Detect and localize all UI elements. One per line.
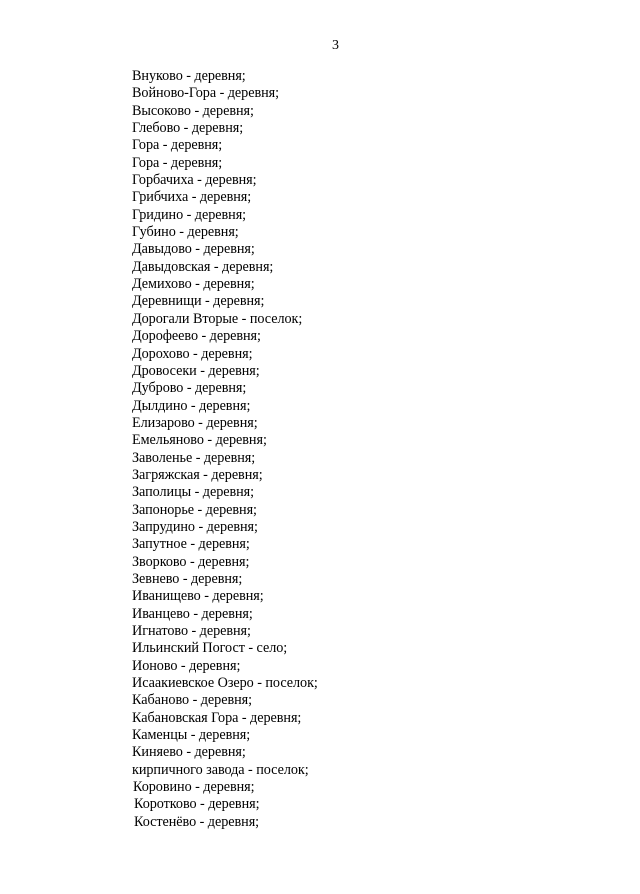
list-item: Гора - деревня; <box>132 137 223 154</box>
list-item: Иванцево - деревня; <box>132 605 253 622</box>
list-item: Исаакиевское Озеро - поселок; <box>132 675 318 692</box>
list-item: Иванищево - деревня; <box>132 588 264 605</box>
list-item: Дорофеево - деревня; <box>132 328 261 345</box>
list-item: Высоково - деревня; <box>132 102 254 119</box>
list-item: Киняево - деревня; <box>132 744 246 761</box>
list-item: Дровосеки - деревня; <box>132 362 260 379</box>
list-item: Деревнищи - деревня; <box>132 293 265 310</box>
list-item: Ильинский Погост - село; <box>132 640 288 657</box>
list-item: Заполицы - деревня; <box>132 484 255 501</box>
list-item: Коровино - деревня; <box>133 779 255 796</box>
list-item: Гора - деревня; <box>132 154 223 171</box>
list-item: Зворково - деревня; <box>132 553 250 570</box>
list-item: Внуково - деревня; <box>132 68 246 84</box>
list-item: Емельяново - деревня; <box>132 432 267 449</box>
list-item: кирпичного завода - поселок; <box>132 761 309 778</box>
list-item: Дорогали Вторые - поселок; <box>132 310 303 327</box>
list-item: Дылдино - деревня; <box>132 397 251 414</box>
list-item: Заволенье - деревня; <box>132 449 256 466</box>
settlement-list <box>132 68 318 831</box>
list-item: Коротково - деревня; <box>134 796 260 813</box>
list-item: Горбачиха - деревня; <box>132 172 257 189</box>
list-item: Дуброво - деревня; <box>132 380 247 397</box>
list-item: Войново-Гора - деревня; <box>132 85 280 102</box>
list-item: Загряжская - деревня; <box>132 466 263 483</box>
list-item: Игнатово - деревня; <box>132 623 251 639</box>
list-item: Кабаново - деревня; <box>132 692 253 709</box>
list-item: Запрудино - деревня; <box>132 518 258 535</box>
list-item: Дорохово - деревня; <box>132 345 253 362</box>
list-item: Гридино - деревня; <box>132 206 247 223</box>
list-item: Ионово - деревня; <box>132 657 241 674</box>
list-item: Зевнево - деревня; <box>132 570 243 587</box>
list-item: Давыдово - деревня; <box>132 241 255 258</box>
list-item: Елизарово - деревня; <box>132 414 258 431</box>
list-item: Костенёво - деревня; <box>134 813 260 830</box>
list-item: Каменцы - деревня; <box>132 727 251 744</box>
list-item: Кабановская Гора - деревня; <box>132 709 302 726</box>
list-item: Демихово - деревня; <box>132 276 255 293</box>
page-number: 3 <box>332 38 339 53</box>
list-item: Запонорье - деревня; <box>132 501 257 518</box>
list-item: Грибчиха - деревня; <box>132 189 252 206</box>
list-item: Глебово - деревня; <box>132 120 244 137</box>
list-item: Губино - деревня; <box>132 224 239 241</box>
list-item: Давыдовская - деревня; <box>132 258 274 275</box>
list-item: Запутное - деревня; <box>132 536 250 553</box>
